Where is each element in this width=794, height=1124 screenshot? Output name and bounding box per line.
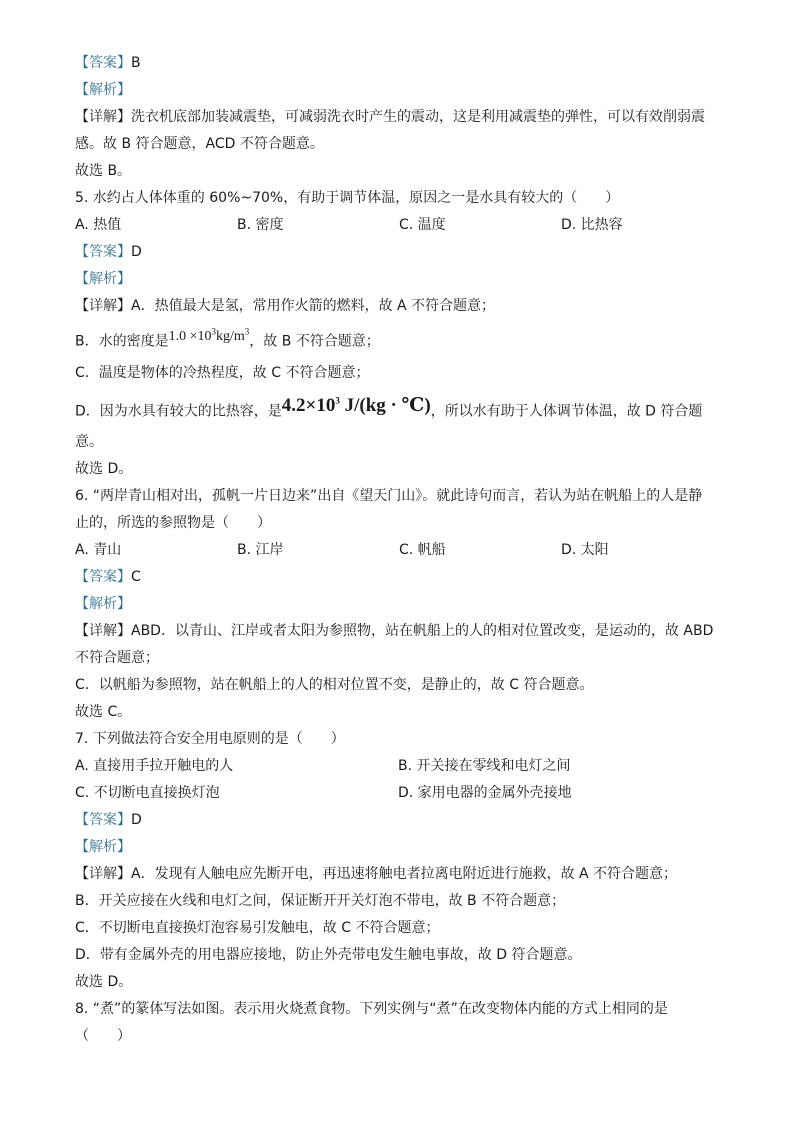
option-b: B. 开关接在零线和电灯之间 <box>398 757 571 774</box>
analysis-tag: 【解析】 <box>75 82 131 98</box>
conclusion-line: 故选 D。 <box>75 973 133 990</box>
conclusion-line: 故选 D。 <box>75 460 133 477</box>
answer-line <box>75 564 725 591</box>
detail-line: 意。 <box>75 433 103 450</box>
detail-line: 感。故 B 符合题意，ACD 不符合题意。 <box>75 136 324 152</box>
detail-line: 【详解】A．发现有人触电应先断开电，再迅速将触电者拉离电附近进行施救，故 A 不符合题意； <box>75 865 678 882</box>
answer-value: D <box>131 811 142 828</box>
detail-line: B．开关应接在火线和电灯之间，保证断开开关灯泡不带电，故 B 不符合题意； <box>75 892 566 909</box>
conclusion-line: 故选 B。 <box>75 163 132 179</box>
option-a: A. 热值 <box>75 217 122 233</box>
question-6-stem: 止的，所选的参照物是（ ） <box>75 514 271 531</box>
option-d: D. 比热容 <box>561 217 623 233</box>
option-b: B. 江岸 <box>237 541 284 558</box>
analysis-line: 【解析】 <box>75 838 131 855</box>
question-8-stem: 8. “煮”的篆体写法如图。表示用火烧煮食物。下列实例与“煮”在改变物体内能的方式上相同的是 <box>75 1000 668 1017</box>
detail-line: 【详解】A．热值最大是氢，常用作火箭的燃料，故 A 不符合题意； <box>75 298 496 314</box>
conclusion-line: 故选 C。 <box>75 703 132 720</box>
answer-tag: 【答案】 <box>75 55 131 71</box>
detail-line: D．带有金属外壳的用电器应接地，防止外壳带电发生触电事故，故 D 符合题意。 <box>75 946 582 963</box>
analysis-line: 【解析】 <box>75 595 131 612</box>
question-7-options-row-2 <box>75 780 725 807</box>
question-5-options <box>75 212 725 239</box>
answer-value: C <box>131 568 141 585</box>
question-6-options <box>75 537 725 564</box>
question-8-stem: （ ） <box>75 1027 131 1044</box>
answer-value: D <box>131 244 142 260</box>
option-a: A. 直接用手拉开触电的人 <box>75 757 234 774</box>
detail-line: C．温度是物体的冷热程度，故 C 不符合题意； <box>75 364 370 381</box>
detail-line: 【详解】洗衣机底部加装减震垫，可减弱洗衣时产生的震动，这是利用减震垫的弹性，可以有效削弱震 <box>75 109 705 125</box>
answer-line <box>75 239 725 266</box>
analysis-line: 【解析】 <box>75 271 131 287</box>
density-formula: $1.0 \times 10^3kg/m^3$ <box>168 326 250 344</box>
question-7-options-row-1 <box>75 753 725 780</box>
answer-value: B <box>131 55 141 71</box>
analysis-line <box>75 77 725 104</box>
detail-line: C．不切断电直接换灯泡容易引发触电，故 C 不符合题意； <box>75 919 440 936</box>
answer-tag: 【答案】 <box>75 244 131 260</box>
option-b: B. 密度 <box>237 217 284 233</box>
detail-line: 不符合题意； <box>75 649 159 666</box>
question-6-stem: 6. “两岸青山相对出，孤帆一片日边来”出自《望天门山》。就此诗句而言，若认为站在帆船上的人是静 <box>75 487 703 504</box>
option-c: C. 温度 <box>399 217 446 233</box>
option-a: A. 青山 <box>75 541 122 558</box>
question-5-stem: 5. 水约占人体体重的 60%~70%，有助于调节体温，原因之一是水具有较大的（ ） <box>75 190 620 206</box>
option-c: C. 不切断电直接换灯泡 <box>75 784 220 801</box>
option-d: D. 家用电器的金属外壳接地 <box>398 784 572 801</box>
detail-line: 【详解】ABD．以青山、江岸或者太阳为参照物，站在帆船上的人的相对位置改变，是运动的，故 ABD <box>75 622 714 639</box>
detail-line: C．以帆船为参照物，站在帆船上的人的相对位置不变，是静止的，故 C 符合题意。 <box>75 676 594 693</box>
document-page <box>75 50 725 1050</box>
answer-line <box>75 807 725 834</box>
detail-line: B．水的密度是$1.0 \times 10^3kg/m^3$，故 B 不符合题意； <box>75 326 380 350</box>
answer-tag: 【答案】 <box>75 811 131 828</box>
answer-tag: 【答案】 <box>75 568 131 585</box>
answer-line <box>75 50 725 77</box>
question-7-stem: 7. 下列做法符合安全用电原则的是（ ） <box>75 730 345 747</box>
option-d: D. 太阳 <box>561 541 609 558</box>
specific-heat-formula: $4.2\times 10^3$ J/(kg · ℃) <box>281 394 431 416</box>
option-c: C. 帆船 <box>399 541 446 558</box>
detail-line: D．因为水具有较大的比热容，是$4.2\times 10^3$ J/(kg · ℃)，所以水有助于人体调节体温，故 D 符合题 <box>75 394 703 419</box>
